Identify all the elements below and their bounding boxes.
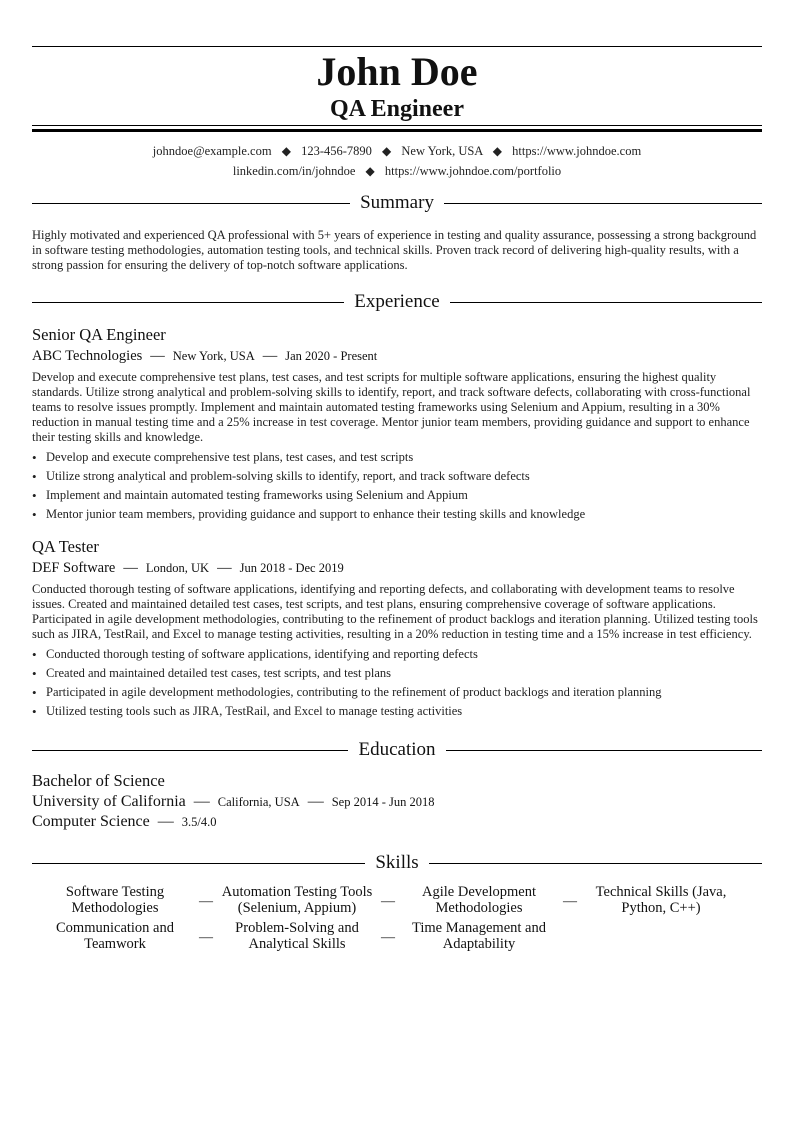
- section-rule-left: [32, 203, 350, 204]
- skills-section-heading: [32, 850, 762, 876]
- contact-line-1: [32, 141, 762, 161]
- diamond-separator-icon: ◆: [492, 144, 503, 158]
- job-location: London, UK: [145, 561, 210, 575]
- skill-item: Communication and Teamwork: [56, 920, 174, 952]
- job-bullets: [32, 448, 762, 524]
- education-dates: Sep 2014 - Jun 2018: [331, 795, 435, 809]
- job-bullet: • Participated in agile development methodologies, contributing to the refinement of product backlogs and iteration planning: [32, 683, 762, 702]
- education-section-heading: [32, 737, 762, 763]
- meta-dash: —: [193, 793, 210, 810]
- contact-phone: 123-456-7890: [301, 144, 372, 158]
- skill-item: Automation Testing Tools (Selenium, Appium): [221, 884, 373, 916]
- job-bullet: • Utilize strong analytical and problem-solving skills to identify, report, and track software defects: [32, 467, 762, 486]
- job-dates: Jun 2018 - Dec 2019: [239, 561, 344, 575]
- meta-dash: —: [150, 348, 165, 364]
- job-bullets: [32, 645, 762, 721]
- contact-line-2: [32, 161, 762, 181]
- job-bullet: • Utilized testing tools such as JIRA, TestRail, and Excel to manage testing activities: [32, 702, 762, 721]
- meta-dash: —: [157, 813, 174, 830]
- summary-text: Highly motivated and experienced QA professional with 5+ years of experience in testing and quality assurance, possessing a strong background in software testing methodologies, automation testing tools, and technical skills. Proven track record of delivering high-quality results, with a strong passion for ensuring the delivery of top-notch software applications.: [32, 228, 757, 272]
- skill-dash: —: [381, 894, 395, 909]
- education-school: University of California: [32, 793, 186, 810]
- skills-grid: [32, 884, 762, 952]
- resume-page: [32, 46, 762, 952]
- job-bullet: • Created and maintained detailed test cases, test scripts, and test plans: [32, 664, 762, 683]
- job-description: Develop and execute comprehensive test plans, test cases, and test scripts for multiple software applications, ensuring the highest quality standards. Utilize strong analytical and problem-solving skills to identify, report, and track software defects, collaborating with cross-functional teams to resolve issues promptly. Implement and maintain automated testing frameworks using Selenium and Appium, resulting in a 30% reduction in manual testing time and a 25% increase in test coverage. Mentor junior team members, providing guidance and support to enhance their testing skills and knowledge.: [32, 370, 751, 444]
- contact-website[interactable]: https://www.johndoe.com: [512, 144, 642, 158]
- job-entry: [32, 325, 762, 524]
- candidate-name: John Doe: [316, 49, 478, 94]
- education-gpa: 3.5/4.0: [181, 815, 217, 829]
- job-title: QA Tester: [32, 537, 99, 556]
- section-title: Education: [358, 739, 436, 760]
- skill-item: Time Management and Adaptability: [412, 920, 546, 952]
- job-bullet: • Implement and maintain automated testing frameworks using Selenium and Appium: [32, 486, 762, 505]
- section-rule-left: [32, 750, 348, 751]
- contact-location: New York, USA: [401, 144, 483, 158]
- skill-dash: —: [381, 930, 395, 945]
- job-entry: [32, 537, 762, 721]
- education-field-line: [32, 812, 762, 832]
- skill-item: Technical Skills (Java, Python, C++): [595, 884, 727, 916]
- meta-dash: —: [123, 560, 138, 576]
- job-bullet: • Develop and execute comprehensive test plans, test cases, and test scripts: [32, 448, 762, 467]
- meta-dash: —: [217, 560, 232, 576]
- job-meta: [32, 558, 762, 578]
- section-rule-right: [429, 863, 762, 864]
- skill-item: Agile Development Methodologies: [422, 884, 536, 916]
- header-thick-rule: [32, 129, 762, 132]
- job-title: Senior QA Engineer: [32, 325, 166, 344]
- diamond-separator-icon: ◆: [365, 164, 375, 178]
- skill-dash: —: [199, 930, 213, 945]
- job-dates: Jan 2020 - Present: [285, 349, 378, 363]
- education-entry: [32, 771, 762, 832]
- job-bullet: • Conducted thorough testing of software applications, identifying and reporting defects: [32, 645, 762, 664]
- section-rule-right: [444, 203, 762, 204]
- job-company: DEF Software: [32, 560, 116, 576]
- contact-block: [32, 141, 762, 181]
- skill-dash: —: [199, 894, 213, 909]
- skill-item: Problem-Solving and Analytical Skills: [235, 920, 359, 952]
- diamond-separator-icon: ◆: [281, 144, 291, 158]
- job-company: ABC Technologies: [32, 348, 143, 364]
- section-title: Summary: [360, 192, 434, 213]
- job-description: Conducted thorough testing of software applications, identifying and reporting defects, and collaborating with development teams to resolve issues. Created and maintained detailed test cases, test scripts, and test plans, ensuring comprehensive coverage of software applications. Participated in agile development methodologies, contributing to the refinement of product backlogs and iteration planning. Utilized testing tools such as JIRA, TestRail, and Excel to manage testing activities, resulting in a 20% reduction in testing time and a 15% increase in test efficiency.: [32, 582, 758, 641]
- contact-linkedin[interactable]: linkedin.com/in/johndoe: [232, 164, 356, 178]
- section-rule-right: [446, 750, 762, 751]
- meta-dash: —: [307, 793, 324, 810]
- summary-section-heading: [32, 190, 762, 216]
- education-field: Computer Science: [32, 813, 150, 830]
- section-title: Experience: [354, 291, 440, 312]
- job-location: New York, USA: [172, 349, 255, 363]
- section-title: Skills: [375, 852, 419, 873]
- skill-item: Software Testing Methodologies: [65, 884, 165, 916]
- job-bullet: • Mentor junior team members, providing guidance and support to enhance their testing skills and knowledge: [32, 505, 762, 524]
- education-degree: Bachelor of Science: [32, 771, 165, 790]
- candidate-role: QA Engineer: [329, 96, 464, 122]
- education-location: California, USA: [217, 795, 300, 809]
- section-rule-right: [450, 302, 762, 303]
- contact-email[interactable]: johndoe@example.com: [152, 144, 272, 158]
- section-rule-left: [32, 302, 344, 303]
- contact-portfolio[interactable]: https://www.johndoe.com/portfolio: [384, 164, 562, 178]
- meta-dash: —: [262, 348, 278, 364]
- skill-dash: —: [563, 894, 577, 909]
- header-top-rule: [32, 46, 762, 47]
- job-meta: [32, 346, 762, 366]
- education-school-line: [32, 792, 762, 812]
- experience-section-heading: [32, 289, 762, 315]
- diamond-separator-icon: ◆: [382, 144, 392, 158]
- section-rule-left: [32, 863, 365, 864]
- header-thin-rule: [32, 125, 762, 126]
